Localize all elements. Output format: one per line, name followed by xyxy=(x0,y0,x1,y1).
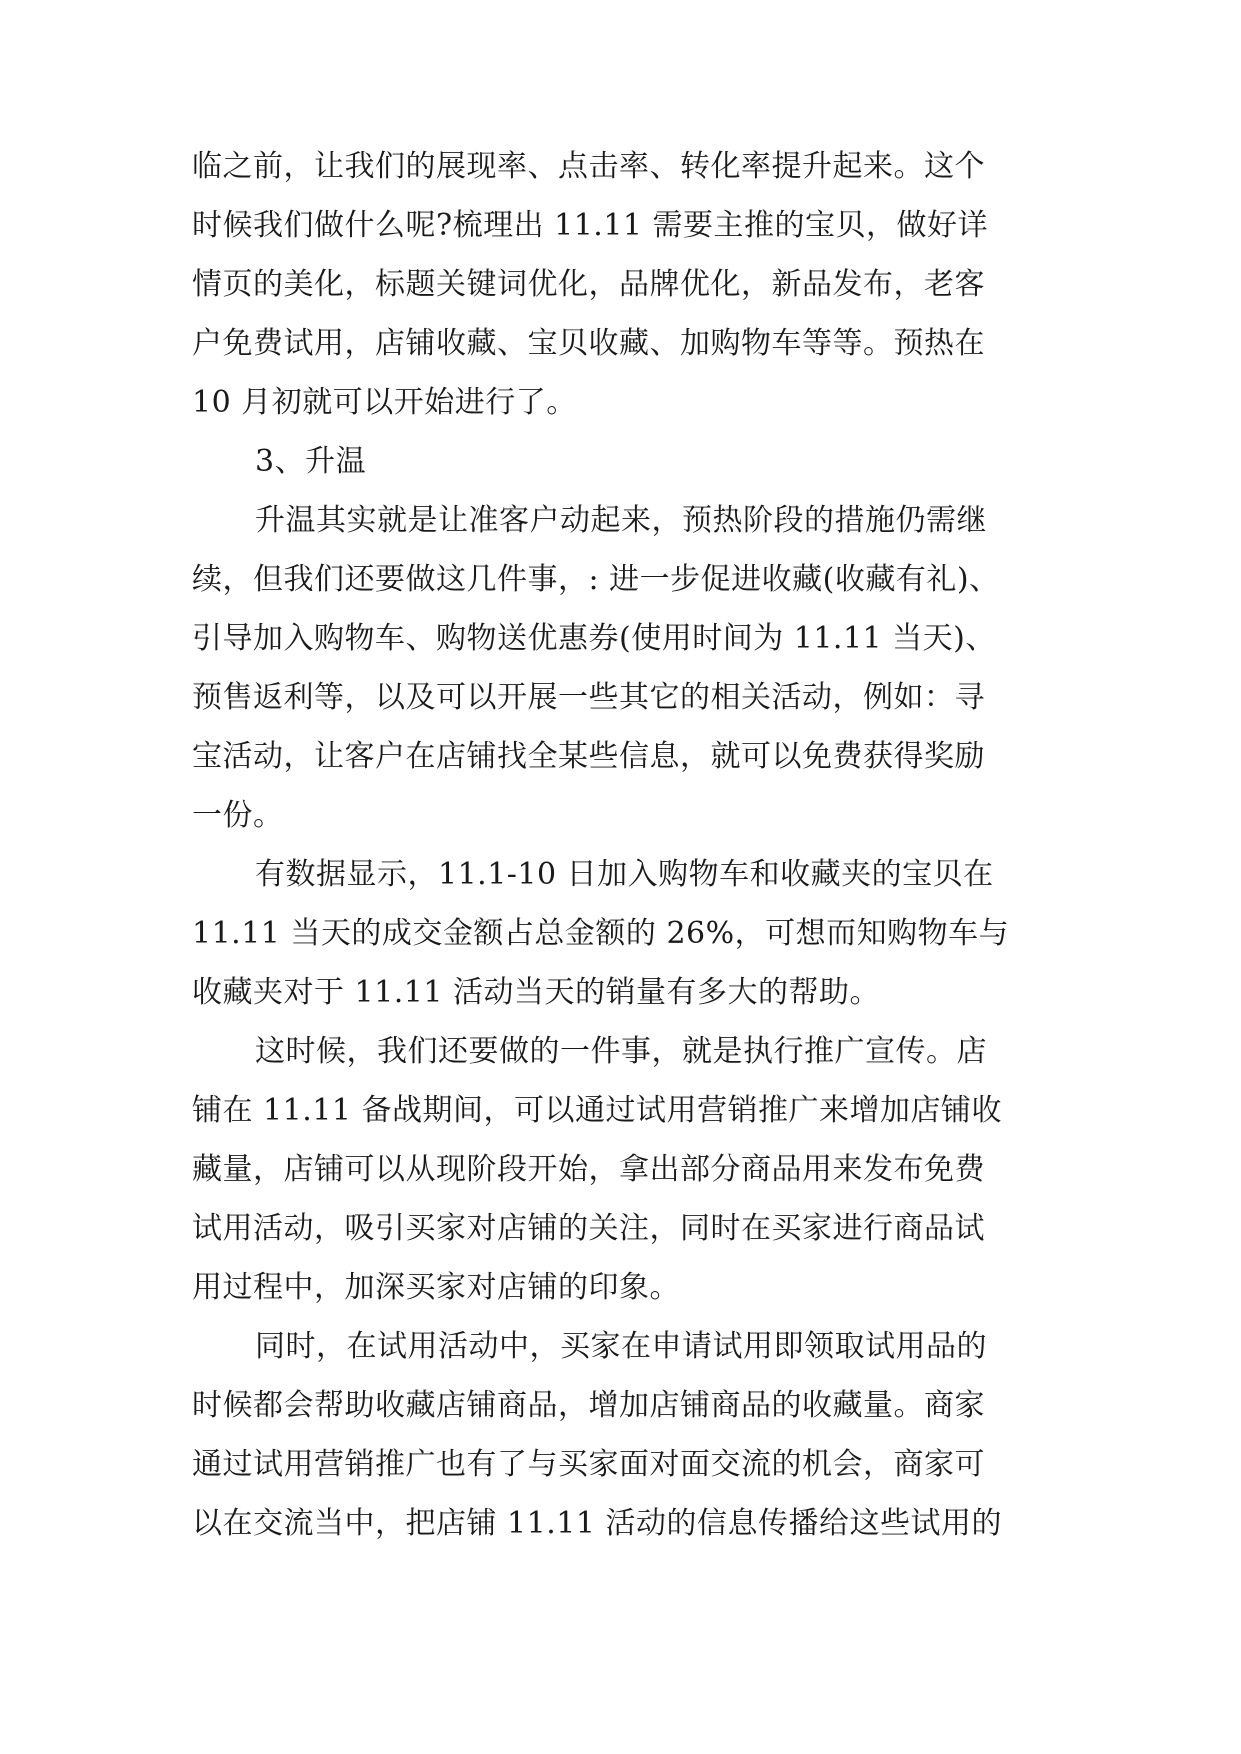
text-line: 时候我们做什么呢?梳理出 11.11 需要主推的宝贝，做好详 xyxy=(192,208,989,243)
section-heading: 3、升温 xyxy=(255,444,367,479)
text-line: 有数据显示，11.1-10 日加入购物车和收藏夹的宝贝在 xyxy=(255,857,994,892)
text-line: 11.11 当天的成交金额占总金额的 26%，可想而知购物车与 xyxy=(192,916,1010,951)
text-line: 通过试用营销推广也有了与买家面对面交流的机会，商家可 xyxy=(192,1447,985,1482)
text-line: 宝活动，让客户在店铺找全某些信息，就可以免费获得奖励 xyxy=(192,739,985,774)
text-line: 引导加入购物车、购物送优惠券(使用时间为 11.11 当天)、 xyxy=(192,621,996,656)
text-line: 临之前，让我们的展现率、点击率、转化率提升起来。这个 xyxy=(192,149,985,184)
text-line: 预售返利等，以及可以开展一些其它的相关活动，例如：寻 xyxy=(192,680,985,715)
text-line: 收藏夹对于 11.11 活动当天的销量有多大的帮助。 xyxy=(192,975,880,1010)
text-line: 藏量，店铺可以从现阶段开始，拿出部分商品用来发布免费 xyxy=(192,1152,985,1187)
text-line: 户免费试用，店铺收藏、宝贝收藏、加购物车等等。预热在 xyxy=(192,326,985,361)
text-line: 情页的美化，标题关键词优化，品牌优化，新品发布，老客 xyxy=(192,267,985,302)
text-line: 用过程中，加深买家对店铺的印象。 xyxy=(192,1270,680,1305)
text-line: 同时，在试用活动中，买家在申请试用即领取试用品的 xyxy=(255,1329,987,1364)
text-line: 一份。 xyxy=(192,798,284,833)
text-line: 铺在 11.11 备战期间，可以通过试用营销推广来增加店铺收 xyxy=(192,1093,1002,1128)
text-line: 升温其实就是让准客户动起来，预热阶段的措施仍需继 xyxy=(255,503,987,538)
text-line: 以在交流当中，把店铺 11.11 活动的信息传播给这些试用的 xyxy=(192,1506,1002,1541)
text-line: 试用活动，吸引买家对店铺的关注，同时在买家进行商品试 xyxy=(192,1211,985,1246)
text-line: 10 月初就可以开始进行了。 xyxy=(192,385,577,420)
text-line: 续，但我们还要做这几件事，: 进一步促进收藏(收藏有礼)、 xyxy=(192,562,1000,597)
text-line: 这时候，我们还要做的一件事，就是执行推广宣传。店 xyxy=(255,1034,987,1069)
text-line: 时候都会帮助收藏店铺商品，增加店铺商品的收藏量。商家 xyxy=(192,1388,985,1423)
